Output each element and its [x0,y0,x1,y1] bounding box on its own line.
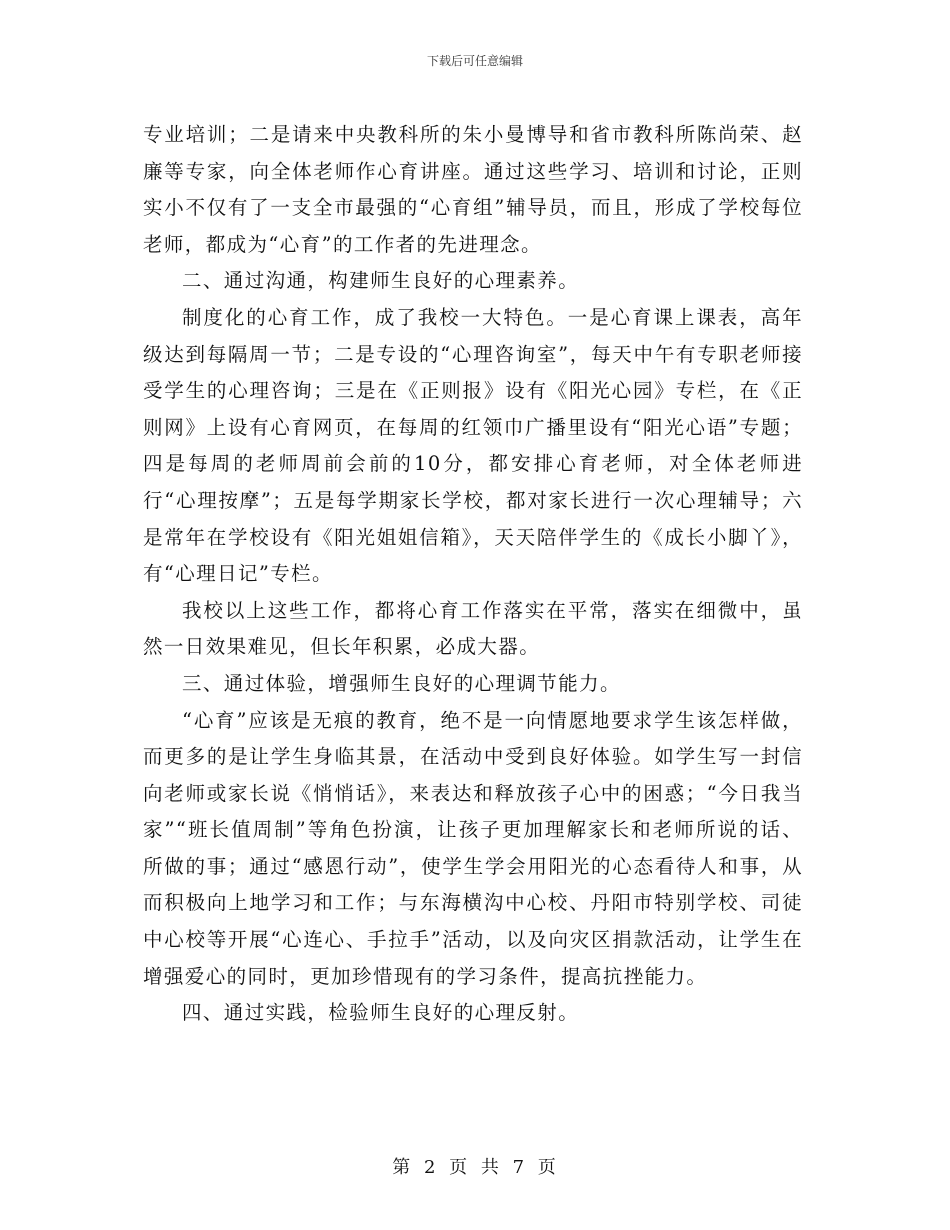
paragraph: 制度化的心育工作，成了我校一大特色。一是心育课上课表，高年级达到每隔周一节；二是专设的“心理咨询室”，每天中午有专职老师接受学生的心理咨询；三是在《正则报》设有《阳光心园》专栏，在《正则网》上设有心育网页，在每周的红领巾广播里设有“阳光心语”专题；四是每周的老师周前会前的10分，都安排心育老师，对全体老师进行“心理按摩”；五是每学期家长学校，都对家长进行一次心理辅导；六是常年在学校设有《阳光姐姐信箱》，天天陪伴学生的《成长小脚丫》，有“心理日记”专栏。 [143,305,803,586]
paragraph: 我校以上这些工作，都将心育工作落实在平常，落实在细微中，虽然一日效果难见，但长年积累，必成大器。 [143,598,803,659]
section-heading-2: 二、通过沟通，构建师生良好的心理素养。 [182,269,580,293]
section-heading-3: 三、通过体验，增强师生良好的心理调节能力。 [182,671,621,695]
paragraph: “心育”应该是无痕的教育，绝不是一向情愿地要求学生该怎样做，而更多的是让学生身临其景，在活动中受到良好体验。如学生写一封信向老师或家长说《悄悄话》，来表达和释放孩子心中的困惑；“今日我当家”“班长值周制”等角色扮演，让孩子更加理解家长和老师所说的话、所做的事；通过“感恩行动”，使学生学会用阳光的心态看待人和事，从而积极向上地学习和工作；与东海横沟中心校、丹阳市特别学校、司徒中心校等开展“心连心、手拉手”活动，以及向灾区捐款活动，让学生在增强爱心的同时，更加珍惜现有的学习条件，提高抗挫能力。 [143,708,803,988]
page-number: 第 2 页 共 7 页 [392,1157,558,1178]
paragraph-continuation: 专业培训；二是请来中央教科所的朱小曼博导和省市教科所陈尚荣、赵廉等专家，向全体老师作心育讲座。通过这些学习、培训和讨论，正则实小不仅有了一支全市最强的“心育组”辅导员，而且，形成了学校每位老师，都成为“心育”的工作者的先进理念。 [143,123,803,256]
page-header: 下载后可任意编辑 [426,54,523,68]
document-body [143,117,803,1032]
section-heading-4: 四、通过实践，检验师生良好的心理反射。 [182,1001,580,1025]
